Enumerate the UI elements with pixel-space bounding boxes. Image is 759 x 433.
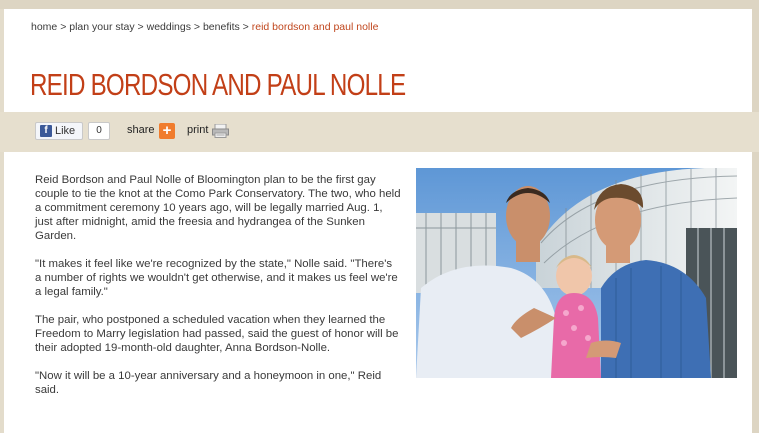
print-link[interactable]: print bbox=[187, 124, 209, 136]
like-label: Like bbox=[55, 125, 76, 137]
breadcrumb-current: reid bordson and paul nolle bbox=[251, 21, 379, 33]
share-link[interactable]: share bbox=[127, 124, 155, 136]
page-title: REID BORDSON AND PAUL NOLLE bbox=[30, 66, 406, 102]
breadcrumb-weddings[interactable]: weddings bbox=[146, 21, 191, 33]
page-edge bbox=[752, 0, 759, 433]
top-strip bbox=[0, 0, 759, 9]
article-body bbox=[35, 173, 401, 411]
article-paragraph: "It makes it feel like we're recognized by the state," Nolle said. "There's a number of rights we wouldn't get otherwise, and it makes us feel we're a legal family." bbox=[35, 258, 398, 298]
breadcrumb bbox=[31, 21, 378, 33]
article-paragraph: The pair, who postponed a scheduled vacation when they learned the Freedom to Marry legislation had passed, said the guest of honor will be their adopted 19-month-old daughter, Anna Bordson-Nolle. bbox=[35, 314, 399, 354]
breadcrumb-home[interactable]: home bbox=[31, 21, 58, 33]
social-bar bbox=[0, 112, 759, 152]
couple-photo bbox=[416, 168, 737, 378]
breadcrumb-plan-your-stay[interactable]: plan your stay bbox=[69, 21, 135, 33]
facebook-icon: f bbox=[40, 125, 52, 137]
share-plus-icon[interactable]: + bbox=[159, 123, 175, 139]
breadcrumb-separator: > bbox=[137, 21, 147, 33]
breadcrumb-separator: > bbox=[60, 21, 70, 33]
article-paragraph: Reid Bordson and Paul Nolle of Bloomington plan to be the first gay couple to tie the knot at the Como Park Conservatory. The two, who held a commitment ceremony 10 years ago, will be legally married Aug. 1, just after midnight, amid the freesia and hydrangea of the Sunken Garden. bbox=[35, 174, 401, 242]
like-count: 0 bbox=[88, 122, 110, 140]
breadcrumb-separator: > bbox=[193, 21, 203, 33]
printer-icon[interactable] bbox=[212, 124, 229, 138]
article-paragraph: "Now it will be a 10-year anniversary and a honeymoon in one," Reid said. bbox=[35, 370, 382, 396]
breadcrumb-benefits[interactable]: benefits bbox=[202, 21, 240, 33]
facebook-like-button[interactable] bbox=[35, 122, 83, 140]
breadcrumb-separator: > bbox=[242, 21, 252, 33]
